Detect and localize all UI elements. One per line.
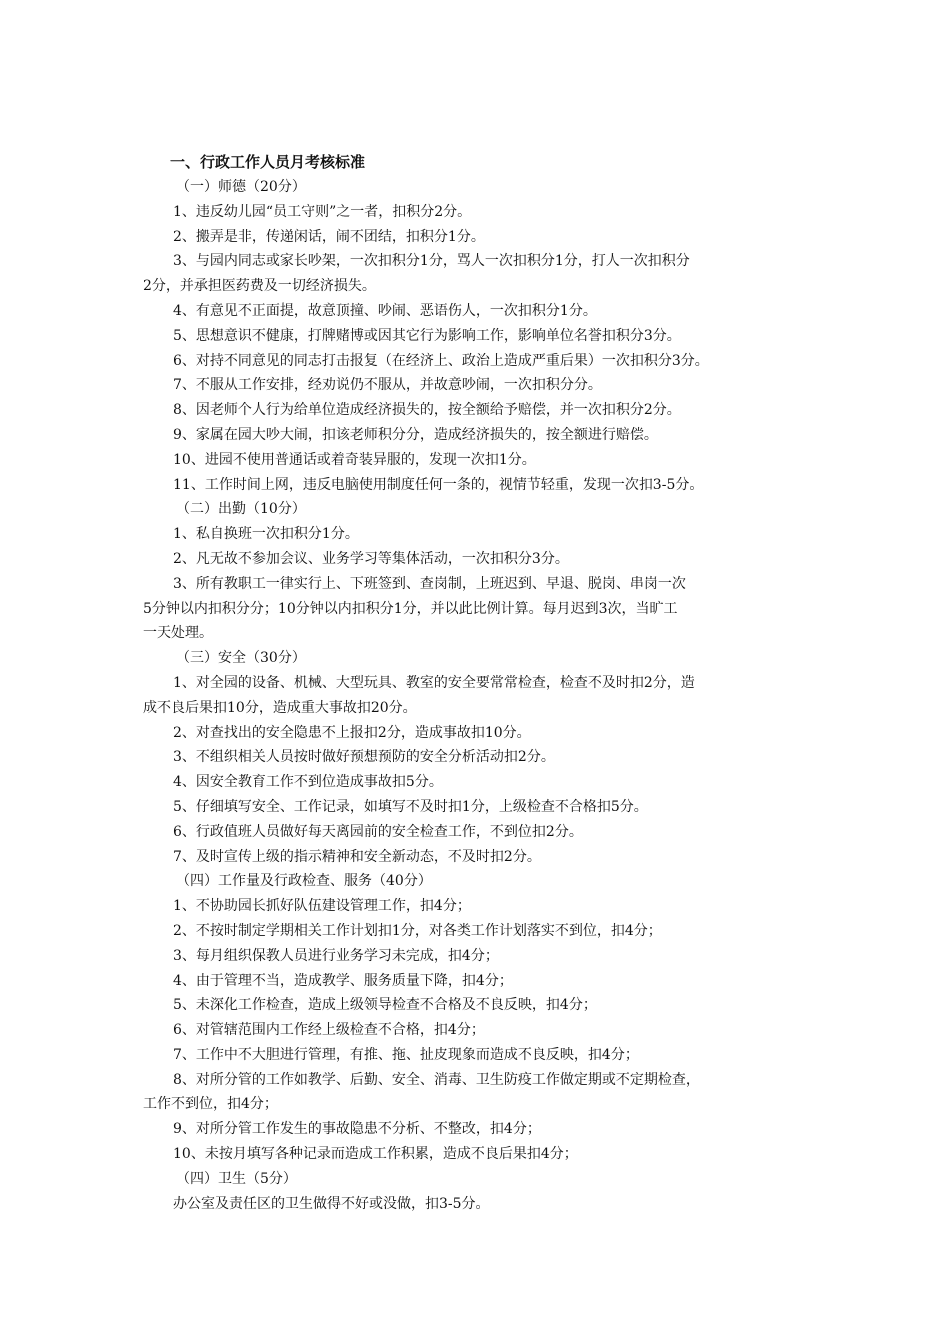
list-item: 7、不服从工作安排，经劝说仍不服从，并故意吵闹，一次扣积分分。 [173, 377, 602, 394]
list-item: 4、由于管理不当，造成教学、服务质量下降，扣4分； [173, 972, 513, 989]
list-item-continuation: 2分，并承担医药费及一切经济损失。 [143, 278, 376, 295]
list-item: 6、对管辖范围内工作经上级检查不合格，扣4分； [173, 1022, 485, 1039]
list-item: 5、思想意识不健康，打牌赌博或因其它行为影响工作，影响单位名誉扣积分3分。 [173, 327, 681, 344]
section-heading: （二）出勤（10分） [176, 501, 306, 518]
list-item: 3、所有教职工一律实行上、下班签到、查岗制，上班迟到、早退、脱岗、串岗一次 [173, 575, 686, 592]
section-heading: （四）卫生（5分） [176, 1170, 297, 1187]
list-item: 办公室及责任区的卫生做得不好或没做，扣3-5分。 [173, 1195, 490, 1212]
list-item: 8、因老师个人行为给单位造成经济损失的，按全额给予赔偿，并一次扣积分2分。 [173, 402, 681, 419]
document-title: 一、行政工作人员月考核标准 [170, 153, 366, 171]
document-body [143, 175, 820, 1216]
list-item: 3、不组织相关人员按时做好预想预防的安全分析活动扣2分。 [173, 749, 555, 766]
list-item-continuation: 5分钟以内扣积分分；10分钟以内扣积分1分，并以此比例计算。每月迟到3次，当旷工 [143, 600, 678, 617]
list-item: 6、对持不同意见的同志打击报复（在经济上、政治上造成严重后果）一次扣积分3分。 [173, 352, 709, 369]
list-item: 1、不协助园长抓好队伍建设管理工作，扣4分； [173, 898, 471, 915]
list-item-continuation: 一天处理。 [143, 625, 213, 642]
section-heading: （一）师德（20分） [176, 179, 306, 195]
document-page [143, 150, 820, 1216]
list-item: 7、及时宣传上级的指示精神和安全新动态，不及时扣2分。 [173, 848, 541, 865]
list-item: 1、违反幼儿园“员工守则”之一者，扣积分2分。 [173, 203, 472, 220]
list-item-continuation: 成不良后果扣10分，造成重大事故扣20分。 [143, 699, 417, 716]
list-item: 1、对全园的设备、机械、大型玩具、教室的安全要常常检查，检查不及时扣2分，造 [173, 674, 695, 691]
section-heading: （四）工作量及行政检查、服务（40分） [176, 873, 432, 890]
list-item: 4、因安全教育工作不到位造成事故扣5分。 [173, 774, 443, 791]
list-item: 10、未按月填写各种记录而造成工作积累，造成不良后果扣4分； [173, 1146, 578, 1163]
list-item: 5、仔细填写安全、工作记录，如填写不及时扣1分，上级检查不合格扣5分。 [173, 798, 648, 815]
list-item: 6、行政值班人员做好每天离园前的安全检查工作，不到位扣2分。 [173, 823, 583, 840]
list-item: 2、凡无故不参加会议、业务学习等集体活动，一次扣积分3分。 [173, 550, 569, 567]
list-item: 9、对所分管工作发生的事故隐患不分析、不整改，扣4分； [173, 1121, 541, 1138]
list-item: 9、家属在园大吵大闹，扣该老师积分分，造成经济损失的，按全额进行赔偿。 [173, 426, 658, 443]
list-item: 2、搬弄是非，传递闲话，闹不团结，扣积分1分。 [173, 228, 485, 245]
list-item: 11、工作时间上网，违反电脑使用制度任何一条的，视情节轻重，发现一次扣3-5分。 [173, 476, 704, 493]
section-heading: （三）安全（30分） [176, 650, 306, 667]
list-item: 2、对查找出的安全隐患不上报扣2分，造成事故扣10分。 [173, 724, 531, 741]
list-item: 7、工作中不大胆进行管理，有推、拖、扯皮现象而造成不良反映，扣4分； [173, 1046, 639, 1063]
list-item: 10、进园不使用普通话或着奇装异服的，发现一次扣1分。 [173, 451, 536, 468]
list-item: 4、有意见不正面提，故意顶撞、吵闹、恶语伤人，一次扣积分1分。 [173, 302, 597, 319]
list-item: 5、未深化工作检查，造成上级领导检查不合格及不良反映，扣4分； [173, 997, 597, 1014]
list-item: 2、不按时制定学期相关工作计划扣1分，对各类工作计划落实不到位，扣4分； [173, 922, 662, 939]
list-item: 1、私自换班一次扣积分1分。 [173, 526, 359, 543]
list-item: 3、与园内同志或家长吵架，一次扣积分1分，骂人一次扣积分1分，打人一次扣积分 [173, 253, 690, 270]
list-item: 3、每月组织保教人员进行业务学习未完成，扣4分； [173, 947, 499, 964]
list-item: 8、对所分管的工作如教学、后勤、安全、消毒、卫生防疫工作做定期或不定期检查， [173, 1071, 700, 1088]
list-item-continuation: 工作不到位，扣4分； [143, 1096, 278, 1113]
